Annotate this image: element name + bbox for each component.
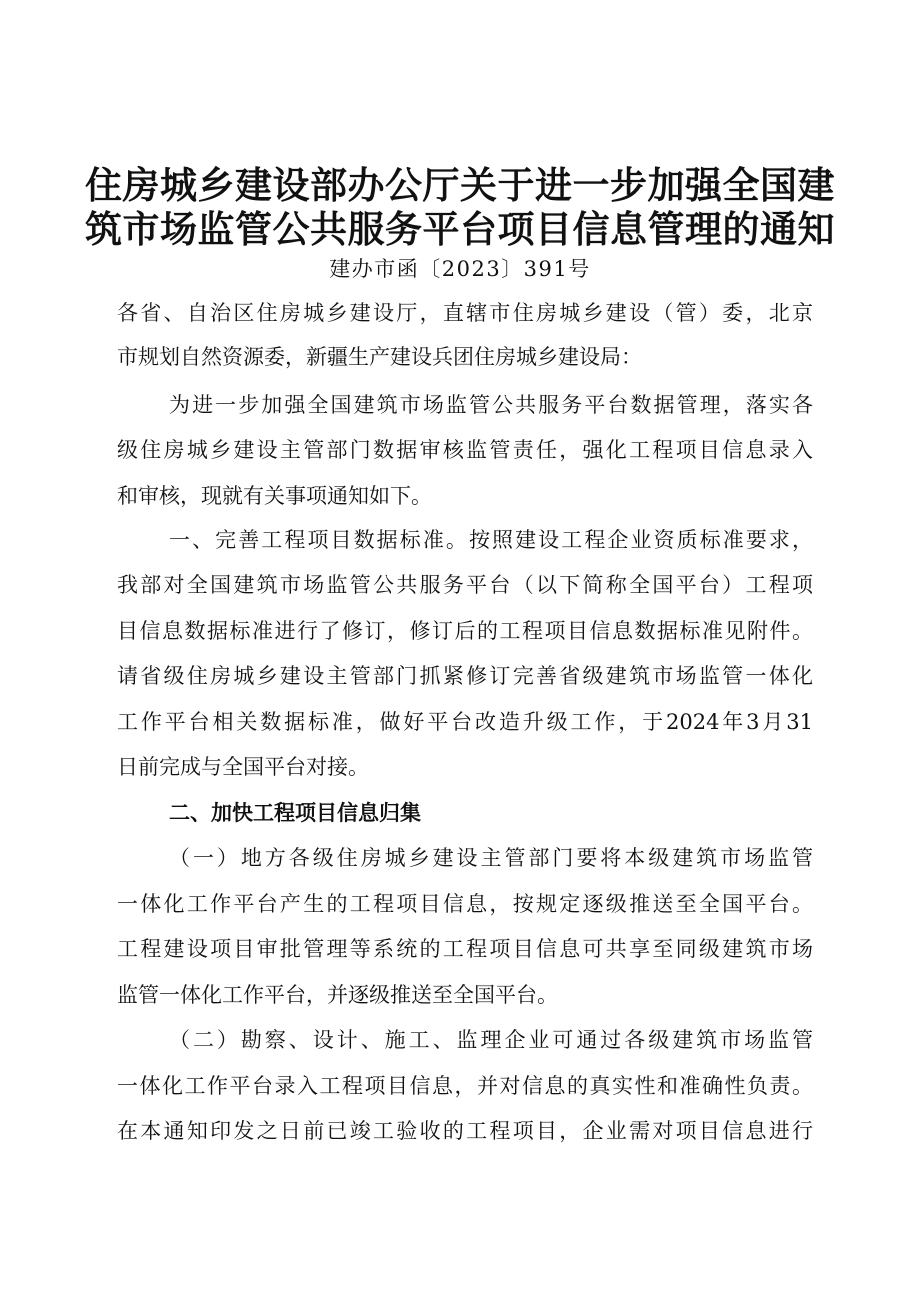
addressee-line: 各省、自治区住房城乡建设厅，直辖市住房城乡建设（管）委，北京	[117, 301, 813, 325]
addressee-line: 市规划自然资源委，新疆生产建设兵团住房城乡建设局：	[117, 345, 642, 369]
section1-line: 一、完善工程项目数据标准。按照建设工程企业资质标准要求，	[169, 528, 813, 552]
title-line-1: 住房城乡建设部办公厅关于进一步加强全国建	[85, 164, 835, 207]
intro-line: 级住房城乡建设主管部门数据审核监管责任，强化工程项目信息录入	[117, 438, 813, 462]
intro-line: 为进一步加强全国建筑市场监管公共服务平台数据管理，落实各	[169, 393, 813, 417]
document-number: 建办市函〔2023〕391号	[329, 257, 591, 281]
section2-item2-line: 在本通知印发之日前已竣工验收的工程项目，企业需对项目信息进行	[117, 1119, 813, 1143]
section1-line: 我部对全国建筑市场监管公共服务平台（以下简称全国平台）工程项	[117, 573, 813, 597]
section2-item2-line: （二）勘察、设计、施工、监理企业可通过各级建筑市场监管	[169, 1028, 813, 1052]
section1-line: 请省级住房城乡建设主管部门抓紧修订完善省级建筑市场监管一体化	[117, 664, 813, 688]
section1-line: 工作平台相关数据标准，做好平台改造升级工作，于2024年3月31	[117, 710, 813, 734]
title-line-2: 筑市场监管公共服务平台项目信息管理的通知	[85, 208, 835, 251]
intro-line: 和审核，现就有关事项通知如下。	[117, 484, 432, 508]
section1-line: 目信息数据标准进行了修订，修订后的工程项目信息数据标准见附件。	[117, 619, 813, 643]
section2-item1-line: （一）地方各级住房城乡建设主管部门要将本级建筑市场监管	[169, 846, 813, 870]
section2-item2-line: 一体化工作平台录入工程项目信息，并对信息的真实性和准确性负责。	[117, 1074, 813, 1098]
section2-item1-line: 一体化工作平台产生的工程项目信息，按规定逐级推送至全国平台。	[117, 892, 813, 916]
section2-item1-line: 监管一体化工作平台，并逐级推送至全国平台。	[117, 983, 558, 1007]
section2-heading: 二、加快工程项目信息归集	[169, 801, 421, 825]
section2-item1-line: 工程建设项目审批管理等系统的工程项目信息可共享至同级建筑市场	[117, 937, 813, 961]
section1-line: 日前完成与全国平台对接。	[117, 755, 369, 779]
